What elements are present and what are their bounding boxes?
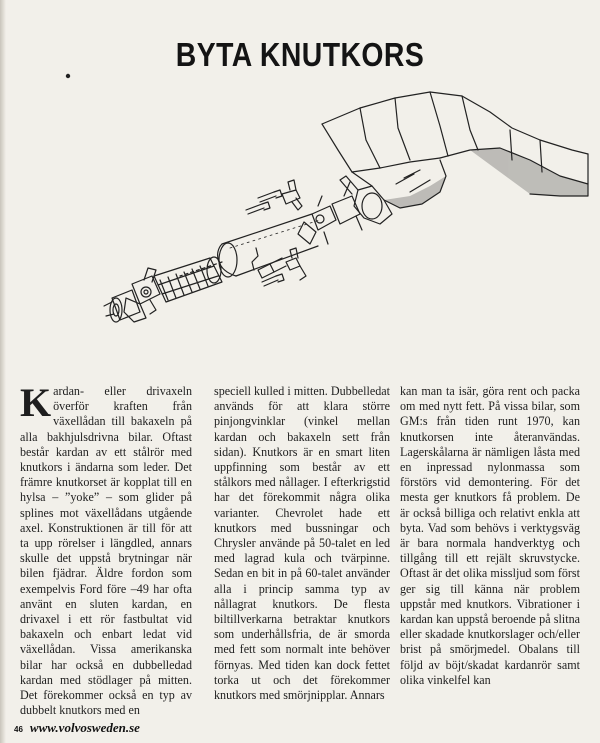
- website-url: www.volvosweden.se: [29, 720, 140, 735]
- text-column-2: [214, 384, 390, 703]
- body-paragraph-2: speciell kulled i mitten. Dubbelledat används för att klara större pinjongvinklar (vinkel mellan kardan och bakaxeln sett från sidan). Knutkors är en smart liten uppfinning som består av ett stålkors med nållager. I efterkrigstid har det förekommit några olika varianter. Chevrolet hade ett knutkors med bussningar och Chrysler använde på 50-talet en led med lagrad kula och tvärpinne. Sedan en bit in på 60-talet använder alla i princip samma typ av nållagrat knutkors. De flesta biltillverkarna betraktar knutkors som underhållsfria, de är smorda med fett som normalt inte behöver förnyas. Med tiden kan dock fettet torka ut och det förekommer knutkors med smörjnipplar. Annars: [214, 384, 390, 703]
- page-number: 46: [14, 725, 23, 734]
- body-paragraph-1: [20, 380, 192, 718]
- page-title: BYTA KNUTKORS: [175, 36, 425, 74]
- paragraph-text: ardan- eller drivaxeln överför kraften från växellådan till bakaxeln på alla bakhjulsdrivna bilar. Oftast består kardan av ett stålrör med knutkors i ändarna som leder. Det främre knutkorset är kopplat till en hylsa – ”yoke” – som glider på splines mot växellådans utgående axel. Konstruktionen är till för att ta upp rörelser i längdled, annars skulle det uppstå brytningar när bilen fjädrar. Äldre fordon som exempelvis Ford före –49 har ofta använt en sluten kardan, en drivaxel i ett rör fastbultat vid bakaxeln och enbart ledat vid växellådan. Vissa amerikanska bilar har också en dubbelledad kardan med stödlager på mitten. Det förekommer också en typ av dubbelt knutkors med en: [20, 384, 192, 718]
- body-paragraph-3: kan man ta isär, göra rent och packa om med nytt fett. På vissa bilar, som GM:s från tiden runt 1970, kan knutkorsen inte återanvändas. Lagerskålarna är nämligen låsta med en inpressad nylonmassa som förstörs vid demontering. För det mesta ger knutkors få problem. De är också billiga och relativt enkla att byta. Vad som behövs i verktygsväg är bara normala handverktyg och tillgång till ett rejält skruvstycke. Oftast är det olika missljud som först ger sig till känna när problem uppstår med knutkors. Vibrationer i kardan kan uppstå beroende på slitna eller skadade knutkorslager och/eller brist på smörjmedel. Obalans till följd av böjt/skadat kardanrör samt olika vinkelfel kan: [400, 384, 580, 687]
- drop-cap: K: [20, 380, 52, 425]
- text-column-3: [400, 384, 580, 688]
- page-footer: [14, 720, 140, 736]
- text-column-1: [20, 380, 192, 718]
